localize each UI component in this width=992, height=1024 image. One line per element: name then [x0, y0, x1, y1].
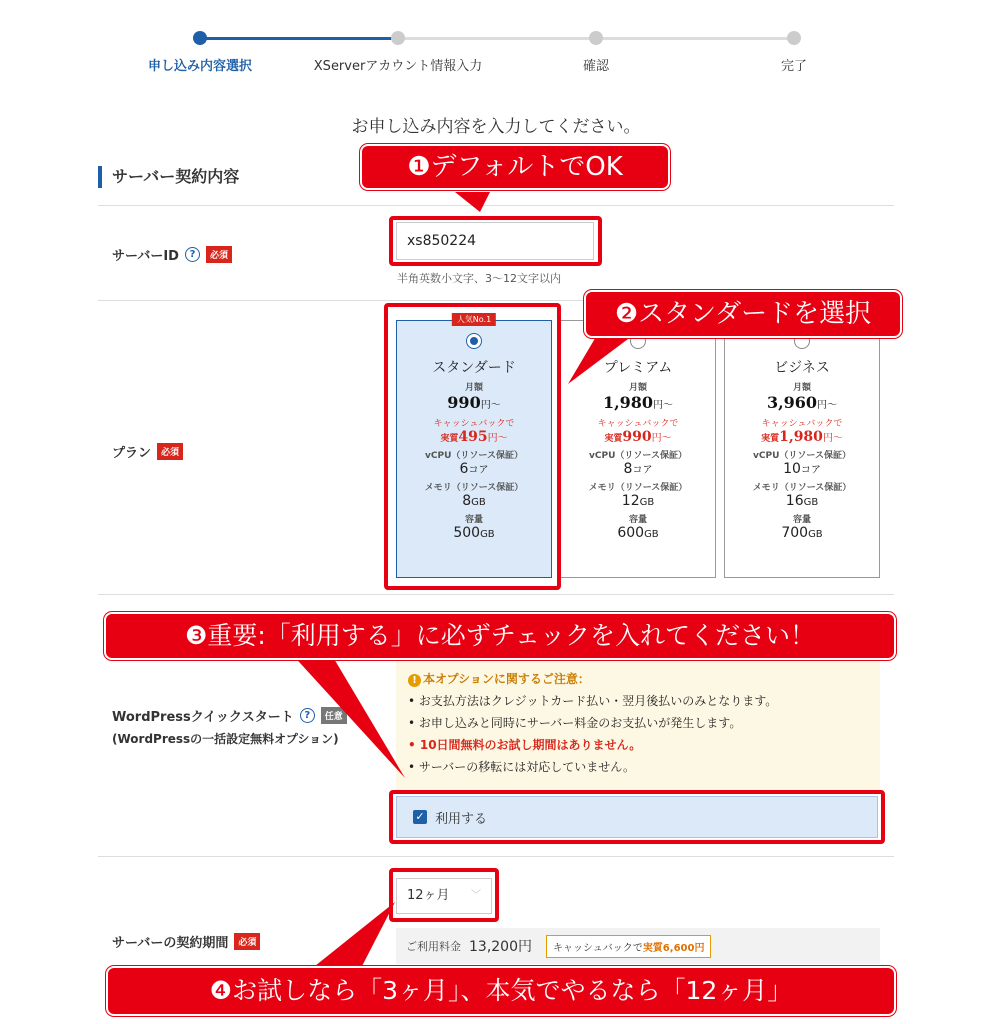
server-id-label: サーバーID — [112, 249, 179, 264]
actual-price: 実質990円〜 — [604, 429, 672, 445]
required-badge: 必須 — [234, 933, 260, 950]
memory-value: 16GB — [785, 493, 819, 509]
highlight-use-checkbox — [389, 790, 885, 844]
notice-title: ! 本オプションに関するご注意： — [408, 670, 868, 687]
storage-label: 容量 — [792, 515, 811, 525]
notice-item: • 10日間無料のお試し期間はありません。 — [408, 736, 868, 753]
memory-value: 8GB — [462, 493, 486, 509]
pointer-2 — [568, 330, 640, 384]
notice-item: • お支払方法はクレジットカード払い・翌月後払いのみとなります。 — [408, 692, 868, 709]
section-title: サーバー契約内容 — [98, 166, 239, 188]
monthly-label: 月額 — [464, 383, 483, 393]
intro-text: お申し込み内容を入力してください。 — [351, 117, 641, 137]
vcpu-value: 10コア — [783, 461, 821, 477]
required-badge: 必須 — [206, 246, 232, 263]
step-label: XServerアカウント情報入力 — [313, 59, 483, 74]
step-label: 申し込み内容選択 — [147, 59, 252, 74]
memory-label: メモリ（リソース保証） — [752, 483, 852, 493]
highlight-standard-plan — [384, 303, 561, 590]
fee-value: 13,200円 — [469, 939, 532, 955]
plan-price: 1,980円〜 — [602, 393, 674, 412]
wp-quick-label: WordPressクイックスタート — [112, 710, 294, 725]
monthly-label: 月額 — [792, 383, 811, 393]
vcpu-value: 8コア — [623, 461, 653, 477]
highlight-contract-select — [389, 868, 499, 922]
optional-badge: 任意 — [321, 707, 347, 724]
server-id-input[interactable]: xs850224 — [396, 222, 594, 260]
contract-period-select[interactable]: 12ヶ月 ﹀ — [396, 878, 492, 914]
monthly-label: 月額 — [628, 383, 647, 393]
chevron-down-icon: ﹀ — [471, 890, 481, 901]
memory-value: 12GB — [621, 493, 655, 509]
pointer-1 — [455, 192, 490, 212]
server-id-hint: 半角英数小文字、3〜12文字以内 — [397, 272, 561, 285]
cashback-label: キャッシュバックで — [597, 419, 679, 429]
pointer-4 — [310, 902, 395, 970]
plan-name: プレミアム — [603, 360, 673, 376]
step-label: 確認 — [582, 59, 609, 74]
cashback-label: キャッシュバックで — [761, 419, 843, 429]
annotation-2: ❷スタンダードを選択 — [584, 290, 902, 338]
cashback-tag: キャッシュバックで実質6,600円 — [546, 935, 711, 958]
storage-label: 容量 — [628, 515, 647, 525]
memory-label: メモリ（リソース保証） — [424, 483, 524, 493]
vcpu-label: vCPU（リソース保証） — [589, 451, 687, 461]
fee-label: ご利用料金 — [406, 940, 461, 953]
notice-item: • サーバーの移転には対応していません。 — [408, 758, 868, 775]
annotation-1: ❶デフォルトでOK — [360, 144, 670, 190]
popular-badge: 人気No.1 — [452, 313, 496, 326]
vcpu-value: 6コア — [459, 461, 489, 477]
use-option-label: 利用する — [435, 811, 488, 827]
plan-name: スタンダード — [432, 360, 516, 376]
plan-price: 3,960円〜 — [766, 393, 838, 412]
vcpu-label: vCPU（リソース保証） — [753, 451, 851, 461]
highlight-server-id — [389, 216, 602, 266]
notice-item: • お申し込みと同時にサーバー料金のお支払いが発生します。 — [408, 714, 868, 731]
plan-price: 990円〜 — [447, 393, 501, 412]
warning-icon: ! — [408, 674, 421, 687]
contract-label: サーバーの契約期間 — [112, 936, 229, 951]
annotation-4: ❹お試しなら「3ヶ月」、本気でやるなら「12ヶ月」 — [106, 966, 896, 1016]
actual-price: 実質495円〜 — [440, 429, 508, 445]
storage-label: 容量 — [464, 515, 483, 525]
plan-name: ビジネス — [774, 360, 830, 376]
wp-quick-sublabel: (WordPressの一括設定無料オプション) — [112, 732, 339, 746]
vcpu-label: vCPU（リソース保証） — [425, 451, 523, 461]
required-badge: 必須 — [157, 443, 183, 460]
storage-value: 600GB — [617, 525, 659, 541]
help-icon[interactable]: ? — [300, 708, 315, 723]
storage-value: 700GB — [781, 525, 823, 541]
checkbox-checked-icon[interactable]: ✓ — [413, 810, 427, 824]
help-icon[interactable]: ? — [185, 247, 200, 262]
cashback-label: キャッシュバックで — [433, 419, 515, 429]
step-label: 完了 — [780, 59, 807, 74]
pointer-3 — [290, 652, 405, 778]
memory-label: メモリ（リソース保証） — [588, 483, 688, 493]
annotation-3: ❸重要:「利用する」に必ずチェックを入れてください！ — [104, 612, 896, 660]
plan-label: プラン — [112, 446, 152, 461]
storage-value: 500GB — [453, 525, 495, 541]
actual-price: 実質1,980円〜 — [761, 429, 843, 445]
